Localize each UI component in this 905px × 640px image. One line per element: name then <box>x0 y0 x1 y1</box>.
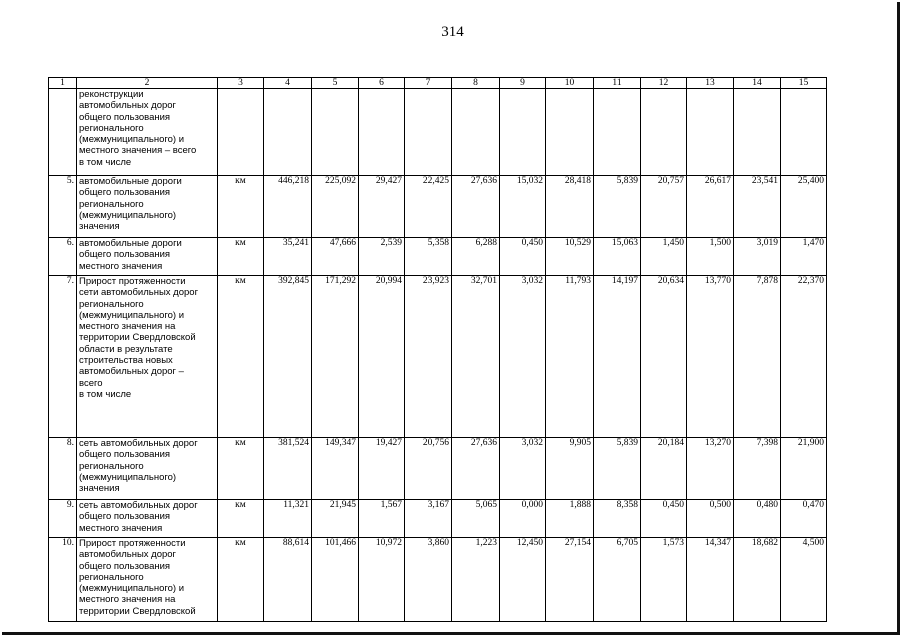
column-header: 6 <box>359 78 405 89</box>
row-number: 7. <box>49 276 77 438</box>
value-cell: 20,634 <box>641 276 687 438</box>
column-header: 2 <box>77 78 218 89</box>
value-cell: 20,994 <box>359 276 405 438</box>
value-cell: 21,900 <box>781 438 827 500</box>
value-cell: 3,019 <box>734 238 781 276</box>
page-number: 314 <box>441 24 464 40</box>
row-unit: км <box>218 176 264 238</box>
value-cell: 2,539 <box>359 238 405 276</box>
value-cell: 0,000 <box>500 500 546 538</box>
value-cell: 32,701 <box>452 276 500 438</box>
row-number: 5. <box>49 176 77 238</box>
column-header: 11 <box>594 78 641 89</box>
column-header: 13 <box>687 78 734 89</box>
value-cell: 19,427 <box>359 438 405 500</box>
value-cell: 10,972 <box>359 538 405 622</box>
value-cell: 7,878 <box>734 276 781 438</box>
value-cell <box>594 89 641 176</box>
row-unit: км <box>218 438 264 500</box>
table-header-row <box>49 78 827 89</box>
column-header: 7 <box>405 78 452 89</box>
value-cell: 23,541 <box>734 176 781 238</box>
value-cell: 3,032 <box>500 438 546 500</box>
value-cell: 5,839 <box>594 438 641 500</box>
value-cell: 12,450 <box>500 538 546 622</box>
value-cell: 15,063 <box>594 238 641 276</box>
column-header: 1 <box>49 78 77 89</box>
column-header: 8 <box>452 78 500 89</box>
row-description: реконструкции автомобильных дорог общего пользования регионального (межмуниципального) и местного значения – всего в том числе <box>77 89 218 176</box>
row-description: автомобильные дороги общего пользования регионального (межмуниципального) значения <box>77 176 218 238</box>
value-cell: 9,905 <box>546 438 594 500</box>
value-cell: 22,370 <box>781 276 827 438</box>
value-cell: 8,358 <box>594 500 641 538</box>
table-row <box>49 176 827 238</box>
row-unit: км <box>218 500 264 538</box>
value-cell: 26,617 <box>687 176 734 238</box>
value-cell: 7,398 <box>734 438 781 500</box>
column-header: 10 <box>546 78 594 89</box>
column-header: 12 <box>641 78 687 89</box>
row-description: автомобильные дороги общего пользования местного значения <box>77 238 218 276</box>
value-cell: 20,184 <box>641 438 687 500</box>
value-cell: 0,500 <box>687 500 734 538</box>
value-cell: 5,065 <box>452 500 500 538</box>
value-cell: 27,636 <box>452 176 500 238</box>
value-cell: 20,757 <box>641 176 687 238</box>
value-cell: 1,567 <box>359 500 405 538</box>
value-cell <box>641 89 687 176</box>
column-header: 4 <box>264 78 312 89</box>
row-unit: км <box>218 538 264 622</box>
table-row <box>49 500 827 538</box>
row-number: 10. <box>49 538 77 622</box>
column-header: 15 <box>781 78 827 89</box>
value-cell: 1,500 <box>687 238 734 276</box>
value-cell: 14,197 <box>594 276 641 438</box>
value-cell: 446,218 <box>264 176 312 238</box>
row-description: Прирост протяженности сети автомобильных дорог регионального (межмуниципального) и местного значения на территории Свердловской области в результате строительства новых автомобильных дорог – всего в том числе <box>77 276 218 438</box>
row-number <box>49 89 77 176</box>
table-row <box>49 89 827 176</box>
value-cell: 1,470 <box>781 238 827 276</box>
value-cell <box>359 89 405 176</box>
value-cell: 22,425 <box>405 176 452 238</box>
table-row <box>49 276 827 438</box>
row-description: сеть автомобильных дорог общего пользования местного значения <box>77 500 218 538</box>
row-number: 9. <box>49 500 77 538</box>
value-cell: 392,845 <box>264 276 312 438</box>
value-cell <box>264 89 312 176</box>
value-cell <box>500 89 546 176</box>
value-cell: 11,321 <box>264 500 312 538</box>
data-table <box>48 77 827 622</box>
value-cell: 11,793 <box>546 276 594 438</box>
value-cell <box>546 89 594 176</box>
value-cell: 21,945 <box>312 500 359 538</box>
column-header: 14 <box>734 78 781 89</box>
value-cell: 1,573 <box>641 538 687 622</box>
row-description: сеть автомобильных дорог общего пользования регионального (межмуниципального) значения <box>77 438 218 500</box>
value-cell: 23,923 <box>405 276 452 438</box>
row-unit <box>218 89 264 176</box>
value-cell <box>734 89 781 176</box>
value-cell: 1,888 <box>546 500 594 538</box>
row-unit: км <box>218 276 264 438</box>
value-cell <box>452 89 500 176</box>
value-cell: 149,347 <box>312 438 359 500</box>
value-cell: 27,154 <box>546 538 594 622</box>
table-row <box>49 238 827 276</box>
value-cell: 88,614 <box>264 538 312 622</box>
value-cell: 20,756 <box>405 438 452 500</box>
value-cell: 5,358 <box>405 238 452 276</box>
value-cell: 171,292 <box>312 276 359 438</box>
column-header: 9 <box>500 78 546 89</box>
row-unit: км <box>218 238 264 276</box>
value-cell: 3,167 <box>405 500 452 538</box>
value-cell <box>312 89 359 176</box>
value-cell: 13,270 <box>687 438 734 500</box>
value-cell: 14,347 <box>687 538 734 622</box>
value-cell: 6,705 <box>594 538 641 622</box>
value-cell: 0,480 <box>734 500 781 538</box>
value-cell: 1,223 <box>452 538 500 622</box>
value-cell: 25,400 <box>781 176 827 238</box>
column-header: 3 <box>218 78 264 89</box>
value-cell: 27,636 <box>452 438 500 500</box>
row-number: 8. <box>49 438 77 500</box>
value-cell: 101,466 <box>312 538 359 622</box>
value-cell: 5,839 <box>594 176 641 238</box>
value-cell: 35,241 <box>264 238 312 276</box>
value-cell: 1,450 <box>641 238 687 276</box>
value-cell: 0,470 <box>781 500 827 538</box>
value-cell: 10,529 <box>546 238 594 276</box>
value-cell: 0,450 <box>641 500 687 538</box>
row-description: Прирост протяженности автомобильных дорог общего пользования регионального (межмуниципального) и местного значения на территории Свердловской <box>77 538 218 622</box>
value-cell: 225,092 <box>312 176 359 238</box>
value-cell: 47,666 <box>312 238 359 276</box>
row-number: 6. <box>49 238 77 276</box>
value-cell: 15,032 <box>500 176 546 238</box>
value-cell <box>687 89 734 176</box>
column-header: 5 <box>312 78 359 89</box>
value-cell: 13,770 <box>687 276 734 438</box>
value-cell: 4,500 <box>781 538 827 622</box>
value-cell: 3,032 <box>500 276 546 438</box>
value-cell: 29,427 <box>359 176 405 238</box>
table-row <box>49 538 827 622</box>
value-cell: 381,524 <box>264 438 312 500</box>
table-row <box>49 438 827 500</box>
value-cell: 18,682 <box>734 538 781 622</box>
value-cell: 3,860 <box>405 538 452 622</box>
value-cell <box>781 89 827 176</box>
value-cell: 6,288 <box>452 238 500 276</box>
value-cell <box>405 89 452 176</box>
value-cell: 0,450 <box>500 238 546 276</box>
value-cell: 28,418 <box>546 176 594 238</box>
